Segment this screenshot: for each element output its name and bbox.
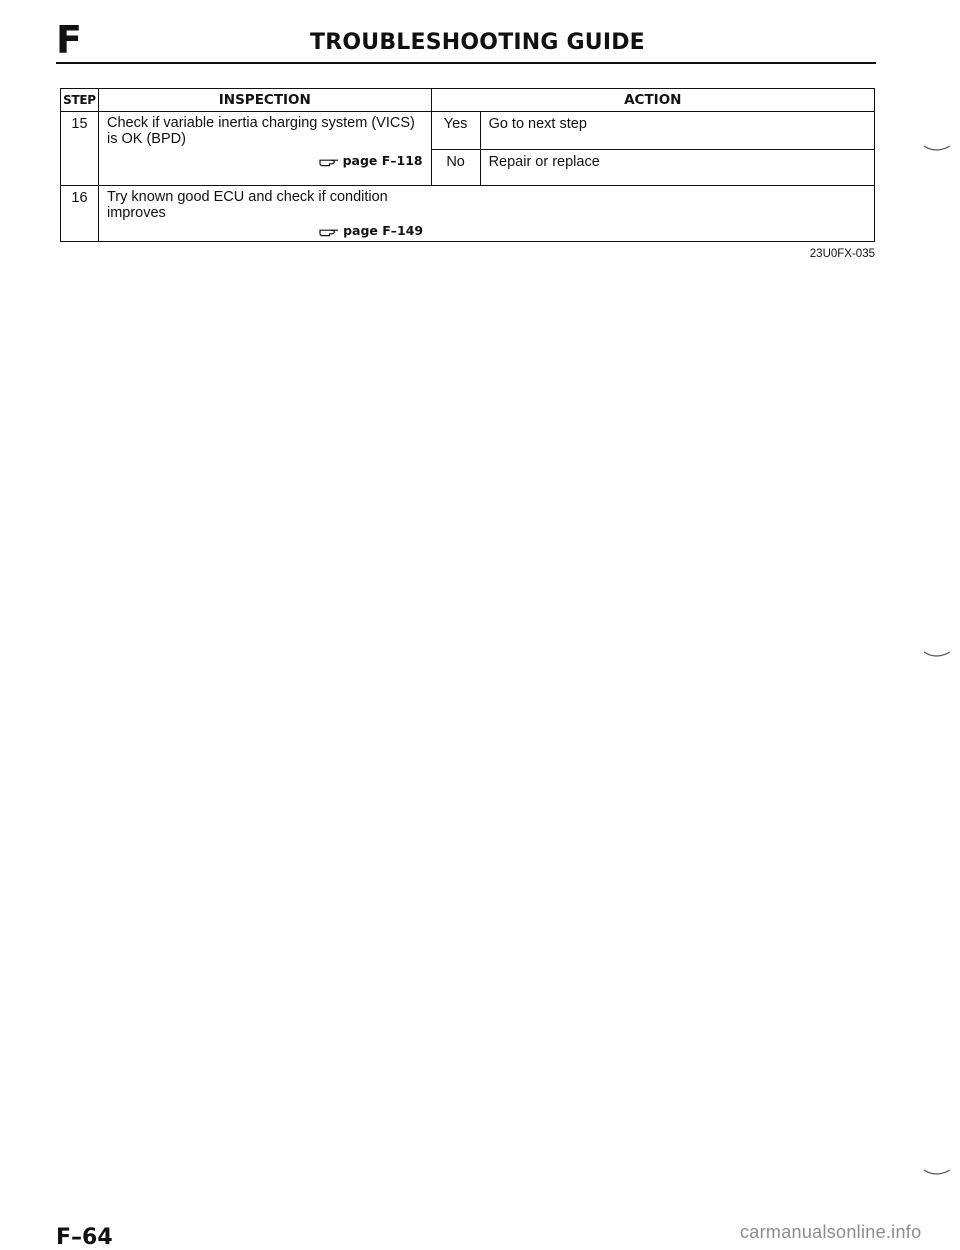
column-header-inspection: INSPECTION	[98, 89, 431, 112]
troubleshooting-table	[60, 88, 875, 242]
margin-mark	[922, 1166, 952, 1180]
table-row	[61, 186, 875, 242]
pointing-hand-icon	[319, 227, 339, 237]
page-reference	[107, 153, 423, 169]
inspection-cell	[98, 112, 431, 186]
page-number: F–64	[56, 1225, 113, 1250]
pointing-hand-icon	[319, 157, 339, 167]
page-reference-text: page F–149	[343, 223, 424, 238]
inspection-text: Try known good ECU and check if condition improves	[106, 189, 388, 221]
margin-mark	[922, 142, 952, 156]
action-no: Repair or replace	[480, 150, 874, 186]
section-letter: F	[56, 18, 82, 62]
inspection-cell	[98, 186, 431, 242]
watermark: carmanualsonline.info	[740, 1222, 922, 1242]
header-rule	[56, 62, 876, 64]
page-reference	[107, 223, 423, 239]
empty-action-cell	[431, 186, 874, 242]
margin-mark	[922, 648, 952, 662]
page-title: TROUBLESHOOTING GUIDE	[310, 30, 645, 55]
step-number: 16	[61, 186, 99, 242]
column-header-action: ACTION	[431, 89, 874, 112]
table-header-row	[61, 89, 875, 112]
page-reference-text: page F–118	[342, 153, 423, 168]
action-yes: Go to next step	[480, 112, 874, 150]
inspection-text: Check if variable inertia charging system (VICS) is OK (BPD)	[106, 115, 415, 147]
figure-code: 23U0FX-035	[809, 248, 875, 260]
step-number: 15	[61, 112, 99, 186]
result-yes: Yes	[431, 112, 480, 150]
column-header-step: STEP	[61, 89, 99, 112]
result-no: No	[431, 150, 480, 186]
table-row	[61, 112, 875, 150]
